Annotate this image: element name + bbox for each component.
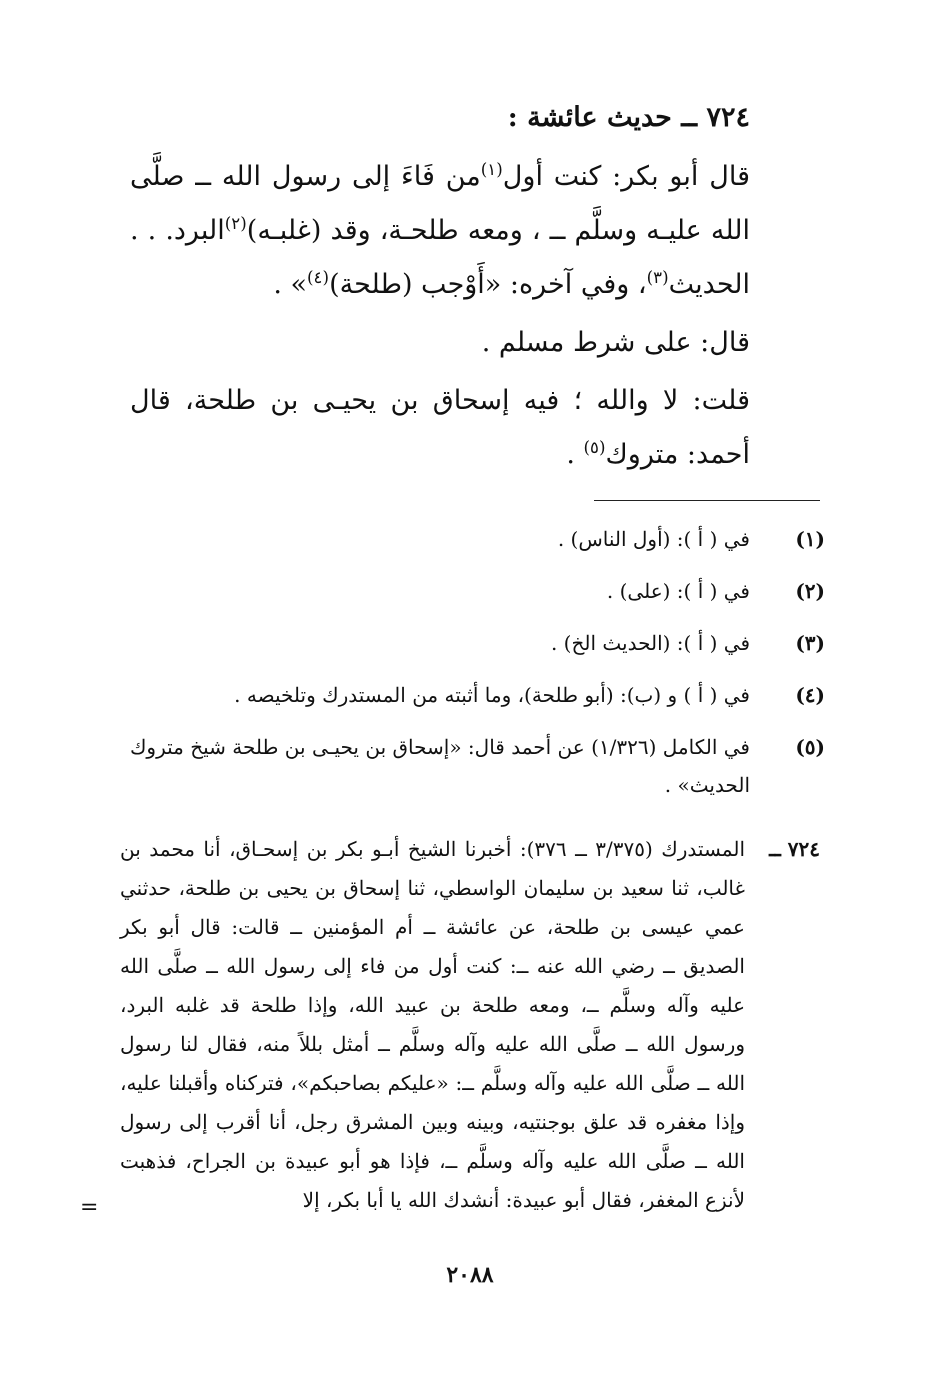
footnote-item xyxy=(125,676,825,714)
verification-section xyxy=(120,830,820,1220)
footnote-ref-5: (٥) xyxy=(583,437,606,457)
footnote-item xyxy=(125,520,825,558)
page-number: ٢٠٨٨ xyxy=(446,1262,494,1288)
main-paragraph-2: قال: على شرط مسلم . xyxy=(481,327,750,358)
footnotes xyxy=(125,520,825,818)
footnote-item xyxy=(125,624,825,662)
main-text xyxy=(130,150,750,486)
footnote-separator xyxy=(594,500,820,501)
footnote-text: في ( أ ): (على) . xyxy=(606,579,750,603)
continuation-mark: = xyxy=(80,1195,99,1220)
footnote-number: (٣) xyxy=(795,631,825,655)
footnote-text: في ( أ ) و (ب): (أبو طلحة)، وما أثبته من المستدرك وتلخيصه . xyxy=(234,683,750,707)
footnote-ref-4: (٤) xyxy=(307,267,330,287)
footnote-text: في الكامل (١/٣٢٦) عن أحمد قال: «إسحاق بن يحيـى بن طلحة شيخ متروك الحديث» . xyxy=(129,735,750,797)
footnote-text: في ( أ ): (الحديث الخ) . xyxy=(550,631,750,655)
footnote-item xyxy=(125,728,825,804)
footnote-ref-3: (٣) xyxy=(646,267,669,287)
main-paragraph-1: قال أبو بكر: كنت أول$^{(١)}$من فَاءَ إلى رسول الله ــ صلَّى الله عليـه وسلَّم ــ ، ومعه طلحـة، وقد (غلبـه)$^{(٢)}$البرد. . . الحديث$^{(٣)}$، وفي آخره: «أَوْجب (طلحة)$^{(٤)}$» . xyxy=(130,159,750,300)
hadith-heading: ٧٢٤ ــ حديث عائشة : xyxy=(507,102,750,133)
footnote-number: (٥) xyxy=(795,735,825,759)
footnote-item xyxy=(125,572,825,610)
main-paragraph-3: قلت: لا والله ؛ فيه إسحاق بن يحيـى بن طلحة، قال أحمد: متروك$^{(٥)}$ . xyxy=(130,385,750,470)
footnote-number: (١) xyxy=(795,527,825,551)
footnote-text: في ( أ ): (أول الناس) . xyxy=(557,527,750,551)
verification-text: المستدرك (٣/٣٧٥ ــ ٣٧٦): أخبرنا الشيخ أبـو بكر بن إسحـاق، أنا محمد بن غالب، ثنا سعيد بن سليمان الواسطي، ثنا إسحاق بن يحيى بن طلحة، حدثني عمي عيسى بن طلحة، عن عائشة ــ أم المؤمنين ــ قالت: قال أبو بكر الصديق ــ رضي الله عنه ــ: كنت أول من فاء إلى رسول الله ــ صلَّى الله عليه وآله وسلَّم ــ، ومعه طلحة بن عبيد الله، وإذا طلحة قد غلبه البرد، ورسول الله ــ صلَّى الله عليه وآله وسلَّم ــ أمثل بللاً منه، فقال لنا رسول الله ــ صلَّى الله عليه وآله وسلَّم ــ: «عليكم بصاحبكم»، فتركناه وأقبلنا عليه، وإذا مغفره قد علق بوجنتيه، وبينه وبين المشرق رجل، أنا أقرب إلى رسول الله ــ صلَّى الله عليه وآله وسلَّم ــ، فإذا هو أبو عبيدة بن الجراح، فذهبت لأنزع المغفر، فقال أبو عبيدة: أنشدك الله يا أبا بكر، إلا xyxy=(120,837,745,1212)
verification-number: ٧٢٤ ــ xyxy=(769,837,820,861)
footnote-number: (٤) xyxy=(795,683,825,707)
footnote-number: (٢) xyxy=(795,579,825,603)
verification-entry xyxy=(120,830,820,1220)
footnote-ref-2: (٢) xyxy=(224,213,247,233)
footnote-ref-1: (١) xyxy=(480,159,503,179)
